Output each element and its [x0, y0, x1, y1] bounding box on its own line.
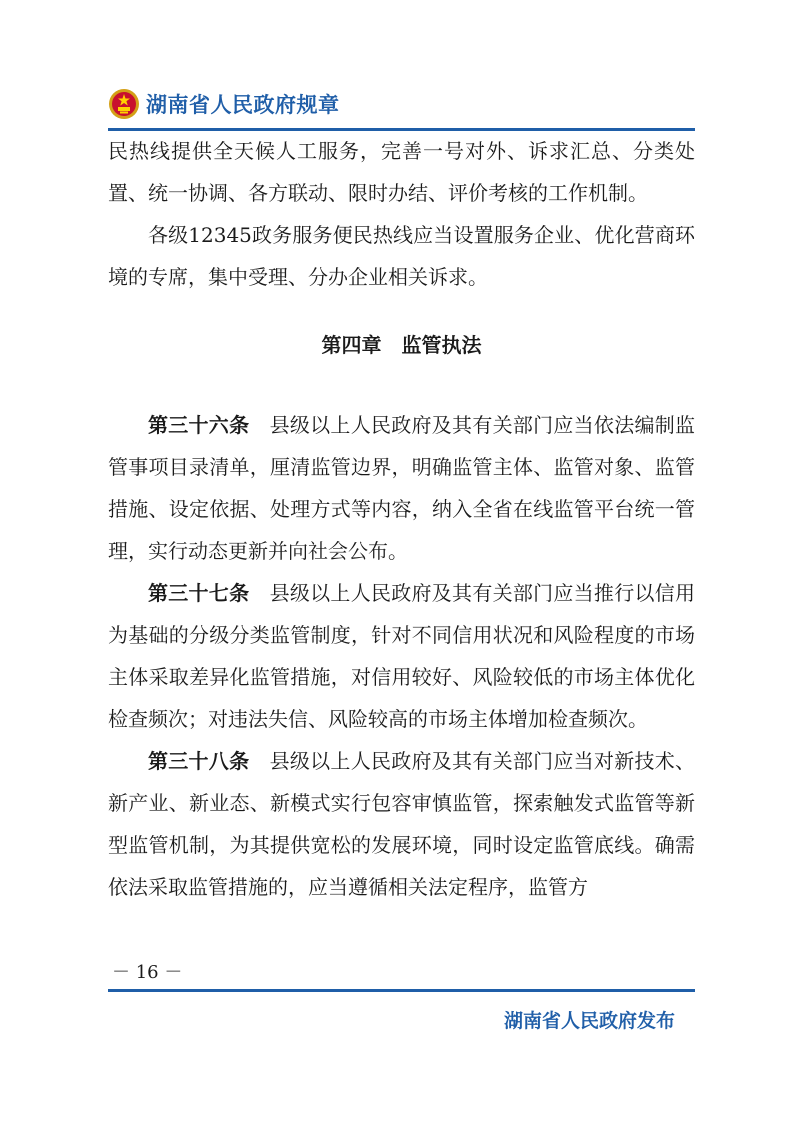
article-38: [108, 740, 695, 908]
article-37: [108, 572, 695, 740]
article-37-label: 第三十七条: [148, 581, 250, 605]
chapter-heading: 第四章 监管执法: [321, 333, 482, 357]
national-emblem-icon: [108, 88, 140, 120]
article-36-text: 县级以上人民政府及其有关部门应当依法编制监管事项目录清单，厘清监管边界，明确监管主体、监管对象、监管措施、设定依据、处理方式等内容，纳入全省在线监管平台统一管理，实行动态更新并向社会公布。: [108, 413, 696, 563]
header-title: 湖南省人民政府规章: [146, 93, 340, 117]
article-37-text: 县级以上人民政府及其有关部门应当推行以信用为基础的分级分类监管制度，针对不同信用状况和风险程度的市场主体采取差异化监管措施，对信用较好、风险较低的市场主体优化检查频次；对违法失信、风险较高的市场主体增加检查频次。: [108, 581, 696, 731]
document-body: [108, 130, 695, 908]
article-38-label: 第三十八条: [148, 749, 250, 773]
footer-divider: [108, 989, 695, 992]
article-36-label: 第三十六条: [148, 413, 250, 437]
article-38-text: 县级以上人民政府及其有关部门应当对新技术、新产业、新业态、新模式实行包容审慎监管，探索触发式监管等新型监管机制，为其提供宽松的发展环境，同时设定监管底线。确需依法采取监管措施的，应当遵循相关法定程序，监管方: [108, 749, 696, 899]
paragraph-hotline-desk: 各级12345政务服务便民热线应当设置服务企业、优化营商环境的专席，集中受理、分办企业相关诉求。: [108, 223, 695, 289]
footer-publisher: 湖南省人民政府发布: [503, 1010, 675, 1032]
page-number: － 16 －: [112, 962, 183, 983]
page-header: [108, 84, 340, 124]
paragraph-continued: 民热线提供全天候人工服务，完善一号对外、诉求汇总、分类处置、统一协调、各方联动、限时办结、评价考核的工作机制。: [108, 139, 695, 205]
article-36: [108, 404, 695, 572]
